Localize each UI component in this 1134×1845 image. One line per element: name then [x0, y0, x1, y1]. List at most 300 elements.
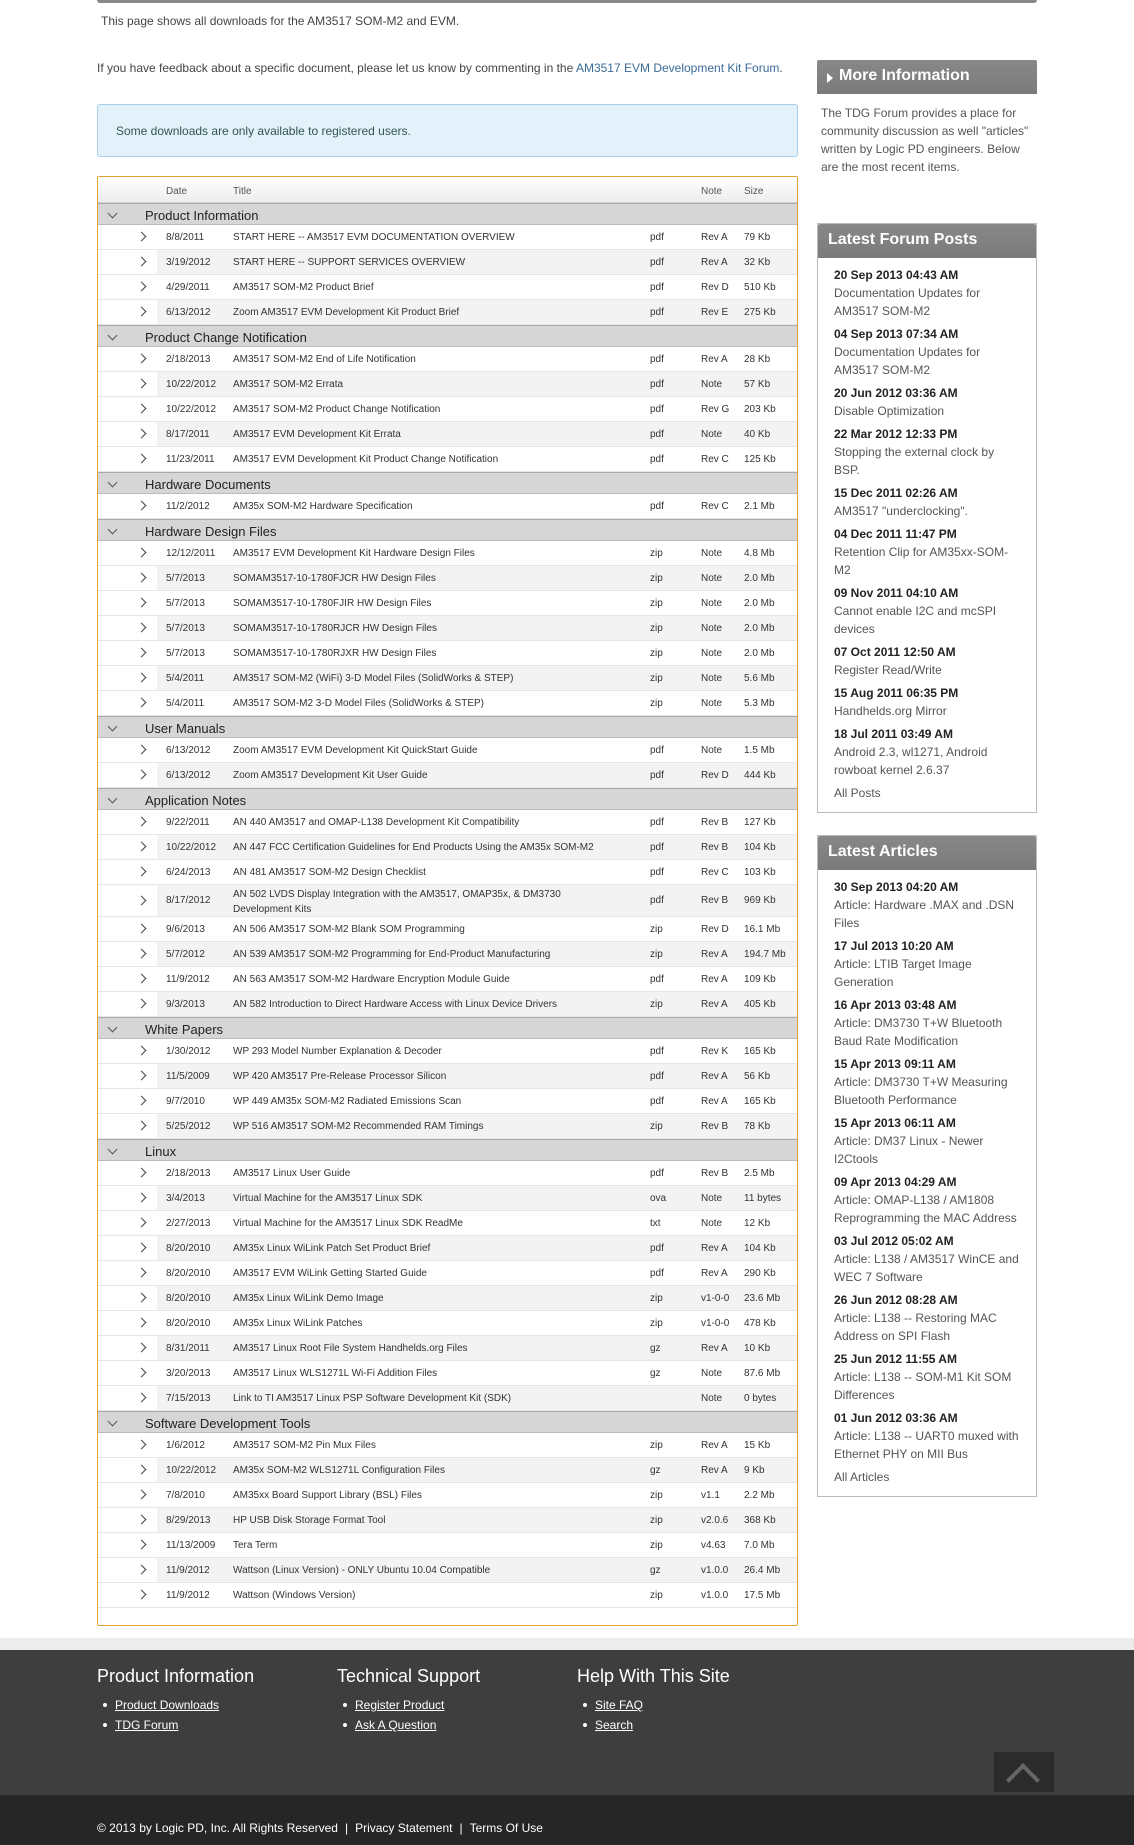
table-row[interactable] [98, 566, 797, 591]
row-title[interactable]: AN 506 AM3517 SOM-M2 Blank SOM Programming [233, 924, 465, 935]
table-row[interactable] [98, 1361, 797, 1386]
forum-posts-list [818, 258, 1036, 812]
row-note: Note [701, 1368, 723, 1379]
row-gutter [98, 250, 157, 274]
table-row[interactable] [98, 347, 797, 372]
tdg-forum-link[interactable]: TDG Forum [115, 1718, 179, 1732]
row-date: 10/22/2012 [166, 842, 217, 853]
item-title-link[interactable]: Documentation Updates for AM3517 SOM-M2 [834, 345, 981, 377]
table-row[interactable] [98, 1458, 797, 1483]
row-title[interactable]: AM3517 SOM-M2 Product Brief [233, 282, 374, 293]
row-date: 6/13/2012 [166, 307, 211, 318]
header-size[interactable]: Size [744, 186, 764, 197]
category-header[interactable] [98, 716, 797, 738]
list-item[interactable] [834, 525, 1020, 579]
table-row[interactable] [98, 397, 797, 422]
row-title[interactable]: Zoom AM3517 EVM Development Kit Product Brief [233, 307, 460, 318]
item-title-link[interactable]: Stopping the external clock by BSP. [834, 445, 995, 477]
row-note: Note [701, 623, 723, 634]
latest-forum-posts-title: Latest Forum Posts [818, 224, 1036, 258]
list-item[interactable] [834, 266, 1020, 320]
category-header[interactable] [98, 472, 797, 494]
row-date: 5/7/2012 [166, 949, 205, 960]
table-row[interactable] [98, 1161, 797, 1186]
category-header[interactable] [98, 203, 797, 225]
table-row[interactable] [98, 942, 797, 967]
row-title[interactable]: AM3517 Linux User Guide [233, 1168, 351, 1179]
table-row[interactable] [98, 1508, 797, 1533]
table-row[interactable] [98, 1236, 797, 1261]
table-row[interactable] [98, 300, 797, 325]
ask-a-question-link[interactable]: Ask A Question [355, 1718, 437, 1732]
item-title-link[interactable]: Article: DM3730 T+W Bluetooth Baud Rate Modification [834, 1016, 1003, 1048]
row-file-type: pdf [650, 1168, 664, 1179]
list-item[interactable] [834, 1055, 1020, 1109]
item-title-link[interactable]: Android 2.3, wl1271, Android rowboat kernel 2.6.37 [834, 745, 988, 777]
table-row[interactable] [98, 1039, 797, 1064]
row-size: 12 Kb [744, 1218, 771, 1229]
row-title[interactable]: SOMAM3517-10-1780RJXR HW Design Files [233, 648, 437, 659]
footer-link-item [115, 1715, 254, 1735]
row-gutter [98, 422, 157, 446]
row-file-type: gz [650, 1368, 661, 1379]
row-title[interactable]: AM3517 EVM Development Kit Errata [233, 429, 401, 440]
item-title-link[interactable]: Disable Optimization [834, 404, 945, 418]
list-item[interactable] [834, 937, 1020, 991]
table-row[interactable] [98, 1433, 797, 1458]
row-title[interactable]: HP USB Disk Storage Format Tool [233, 1515, 386, 1526]
table-row[interactable] [98, 885, 797, 917]
row-file-type: zip [650, 673, 663, 684]
item-date: 20 Jun 2012 03:36 AM [834, 386, 958, 400]
row-title[interactable]: AM3517 SOM-M2 3-D Model Files (SolidWorks & STEP) [233, 698, 484, 709]
row-gutter [98, 942, 157, 966]
table-row[interactable] [98, 1186, 797, 1211]
table-row[interactable] [98, 1583, 797, 1608]
row-gutter [98, 1386, 157, 1410]
row-title[interactable]: Wattson (Linux Version) - ONLY Ubuntu 10.04 Compatible [233, 1565, 491, 1576]
table-row[interactable] [98, 992, 797, 1017]
row-date: 8/20/2010 [166, 1268, 211, 1279]
list-item[interactable] [834, 643, 1020, 679]
row-size: 103 Kb [744, 867, 776, 878]
row-note: Rev C [701, 867, 729, 878]
table-row[interactable] [98, 1558, 797, 1583]
table-row[interactable] [98, 1064, 797, 1089]
item-title-link[interactable]: Article: DM3730 T+W Measuring Bluetooth Performance [834, 1075, 1008, 1107]
row-note: Rev A [701, 1343, 728, 1354]
row-size: 165 Kb [744, 1096, 776, 1107]
list-item[interactable] [834, 1173, 1020, 1227]
row-file-type: zip [650, 1490, 663, 1501]
row-title[interactable]: AM35xx Board Support Library (BSL) Files [233, 1490, 422, 1501]
table-row[interactable] [98, 494, 797, 519]
row-note: Rev A [701, 1096, 728, 1107]
row-file-type: zip [650, 1590, 663, 1601]
category-header[interactable] [98, 1139, 797, 1161]
row-title[interactable]: Tera Term [233, 1540, 278, 1551]
category-label: Product Information [145, 208, 259, 223]
row-file-type: pdf [650, 1243, 664, 1254]
row-note: Note [701, 1193, 723, 1204]
row-title[interactable]: AM3517 Linux WLS1271L Wi-Fi Addition Files [233, 1368, 438, 1379]
row-date: 8/17/2012 [166, 895, 211, 906]
table-row[interactable] [98, 810, 797, 835]
row-title[interactable]: AN 440 AM3517 and OMAP-L138 Development Kit Compatibility [233, 817, 520, 828]
row-title[interactable]: AN 582 Introduction to Direct Hardware Access with Linux Device Drivers [233, 999, 558, 1010]
item-date: 18 Jul 2011 03:49 AM [834, 727, 953, 741]
row-date: 9/22/2011 [166, 817, 210, 828]
row-title[interactable]: AN 563 AM3517 SOM-M2 Hardware Encryption Module Guide [233, 974, 510, 985]
row-gutter [98, 1039, 157, 1063]
list-item[interactable] [834, 1291, 1020, 1345]
row-title[interactable]: AN 539 AM3517 SOM-M2 Programming for End-Product Manufacturing [233, 949, 551, 960]
row-gutter [98, 541, 157, 565]
row-title[interactable]: AM35x Linux WiLink Patches [233, 1318, 363, 1329]
table-row[interactable] [98, 275, 797, 300]
row-title[interactable]: AM3517 SOM-M2 Pin Mux Files [233, 1440, 376, 1451]
row-note: Rev A [701, 1465, 728, 1476]
row-file-type: pdf [650, 454, 664, 465]
table-row[interactable] [98, 616, 797, 641]
row-gutter [98, 1186, 157, 1210]
category-header[interactable] [98, 325, 797, 347]
product-downloads-link[interactable]: Product Downloads [115, 1698, 220, 1712]
table-row[interactable] [98, 1286, 797, 1311]
table-row[interactable] [98, 738, 797, 763]
item-date: 16 Apr 2013 03:48 AM [834, 998, 957, 1012]
row-size: 109 Kb [744, 974, 776, 985]
row-size: 26.4 Mb [744, 1565, 781, 1576]
header-date[interactable]: Date [166, 186, 188, 197]
row-date: 5/4/2011 [166, 698, 205, 709]
row-gutter [98, 1508, 157, 1532]
all-posts-link[interactable]: All Posts [834, 786, 881, 800]
table-row[interactable] [98, 1533, 797, 1558]
header-note[interactable]: Note [701, 186, 723, 197]
table-row[interactable] [98, 447, 797, 472]
row-gutter [98, 1583, 157, 1607]
item-title-link[interactable]: Cannot enable I2C and mcSPI devices [834, 604, 997, 636]
row-file-type: zip [650, 949, 663, 960]
row-date: 1/6/2012 [166, 1440, 205, 1451]
category-header[interactable] [98, 519, 797, 541]
row-date: 7/15/2013 [166, 1393, 211, 1404]
row-gutter [98, 1336, 157, 1360]
row-title[interactable]: Link to TI AM3517 Linux PSP Software Development Kit (SDK) [233, 1393, 512, 1404]
row-title[interactable]: AM35x SOM-M2 Hardware Specification [233, 501, 413, 512]
item-title-link[interactable]: Article: L138 / AM3517 WinCE and WEC 7 Software [834, 1252, 1019, 1284]
row-size: 40 Kb [744, 429, 771, 440]
row-title[interactable]: AM35x SOM-M2 WLS1271L Configuration Files [233, 1465, 445, 1476]
row-gutter [98, 763, 157, 787]
row-title[interactable]: Zoom AM3517 EVM Development Kit QuickStart Guide [233, 745, 478, 756]
table-row[interactable] [98, 1211, 797, 1236]
item-title-link[interactable]: AM3517 "underclocking". [834, 504, 968, 518]
row-title[interactable]: SOMAM3517-10-1780FJCR HW Design Files [233, 573, 436, 584]
item-title-link[interactable]: Register Read/Write [834, 663, 942, 677]
item-title-link[interactable]: Handhelds.org Mirror [834, 704, 947, 718]
table-row[interactable] [98, 1089, 797, 1114]
table-row[interactable] [98, 666, 797, 691]
table-row[interactable] [98, 917, 797, 942]
row-size: 17.5 Mb [744, 1590, 781, 1601]
row-title[interactable]: AM3517 SOM-M2 Product Change Notification [233, 404, 441, 415]
header-title[interactable]: Title [233, 186, 252, 197]
site-faq-link[interactable]: Site FAQ [595, 1698, 644, 1712]
row-title[interactable]: WP 516 AM3517 SOM-M2 Recommended RAM Timings [233, 1121, 484, 1132]
list-item[interactable] [834, 425, 1020, 479]
row-date: 11/9/2012 [166, 974, 210, 985]
row-title[interactable]: AM3517 SOM-M2 (WiFi) 3-D Model Files (SolidWorks & STEP) [233, 673, 514, 684]
row-note: Rev A [701, 232, 728, 243]
row-date: 6/13/2012 [166, 745, 211, 756]
table-row[interactable] [98, 691, 797, 716]
search-link[interactable]: Search [595, 1718, 634, 1732]
row-file-type: pdf [650, 842, 664, 853]
row-size: 5.3 Mb [744, 698, 775, 709]
row-file-type: zip [650, 1318, 663, 1329]
row-title[interactable]: AM35x Linux WiLink Demo Image [233, 1293, 384, 1304]
row-date: 8/8/2011 [166, 232, 205, 243]
row-title[interactable]: START HERE -- AM3517 EVM DOCUMENTATION OVERVIEW [233, 232, 515, 243]
item-title-link[interactable]: Article: L138 -- Restoring MAC Address on SPI Flash [834, 1311, 997, 1343]
row-file-type: zip [650, 598, 663, 609]
row-date: 8/20/2010 [166, 1243, 211, 1254]
row-date: 8/20/2010 [166, 1318, 211, 1329]
table-row[interactable] [98, 1483, 797, 1508]
row-note: Rev C [701, 501, 729, 512]
row-title[interactable]: AM3517 EVM Development Kit Hardware Design Files [233, 548, 475, 559]
row-note: Rev B [701, 842, 729, 853]
row-title[interactable]: AM35x Linux WiLink Patch Set Product Brief [233, 1243, 431, 1254]
table-row[interactable] [98, 541, 797, 566]
row-file-type: ova [650, 1193, 667, 1204]
table-row[interactable] [98, 372, 797, 397]
list-item[interactable] [834, 484, 1020, 520]
table-row[interactable] [98, 967, 797, 992]
back-to-top-button[interactable] [994, 1752, 1054, 1792]
downloads-table [97, 176, 798, 1626]
row-date: 3/4/2013 [166, 1193, 205, 1204]
row-file-type: zip [650, 698, 663, 709]
row-note: v4.63 [701, 1540, 726, 1551]
row-title[interactable]: Wattson (Windows Version) [233, 1590, 356, 1601]
row-file-type: zip [650, 924, 663, 935]
row-file-type: zip [650, 999, 663, 1010]
row-date: 1/30/2012 [166, 1046, 211, 1057]
terms-of-use-link[interactable]: Terms Of Use [469, 1821, 543, 1835]
row-title[interactable]: AM3517 EVM Development Kit Product Change Notification [233, 454, 499, 465]
row-size: 23.6 Mb [744, 1293, 781, 1304]
row-title[interactable]: AN 447 FCC Certification Guidelines for End Products Using the AM35x SOM-M2 [233, 842, 594, 853]
row-title[interactable]: AM3517 EVM WiLink Getting Started Guide [233, 1268, 427, 1279]
row-size: 57 Kb [744, 379, 771, 390]
row-size: 5.6 Mb [744, 673, 775, 684]
row-title[interactable]: AM3517 SOM-M2 Errata [233, 379, 344, 390]
item-title-link[interactable]: Documentation Updates for AM3517 SOM-M2 [834, 286, 981, 318]
item-title-link[interactable]: Article: OMAP-L138 / AM1808 Reprogramming the MAC Address [834, 1193, 1017, 1225]
more-information-text: The TDG Forum provides a place for community discussion as well "articles" written by Logic PD engineers. Below are the most recent items. [821, 106, 1029, 174]
row-file-type: pdf [650, 1046, 664, 1057]
row-file-type: gz [650, 1343, 661, 1354]
intro-text: This page shows all downloads for the AM3517 SOM-M2 and EVM. [101, 14, 460, 28]
category-label: Linux [145, 1144, 177, 1159]
row-note: Rev B [701, 1168, 729, 1179]
row-title[interactable]: SOMAM3517-10-1780FJIR HW Design Files [233, 598, 432, 609]
row-file-type: pdf [650, 501, 664, 512]
row-file-type: pdf [650, 745, 664, 756]
row-size: 104 Kb [744, 1243, 776, 1254]
row-size: 78 Kb [744, 1121, 771, 1132]
row-title[interactable]: AM3517 Linux Root File System Handhelds.org Files [233, 1343, 468, 1354]
row-title[interactable]: SOMAM3517-10-1780RJCR HW Design Files [233, 623, 437, 634]
row-gutter [98, 860, 157, 884]
more-information-title[interactable]: More Information [817, 60, 1037, 94]
row-title[interactable]: START HERE -- SUPPORT SERVICES OVERVIEW [233, 257, 466, 268]
item-title-link[interactable]: Article: L138 -- SOM-M1 Kit SOM Differences [834, 1370, 1012, 1402]
footer-separator [0, 1638, 1134, 1650]
row-size: 203 Kb [744, 404, 776, 415]
row-note: Rev A [701, 949, 728, 960]
row-note: Rev D [701, 924, 729, 935]
footer-col-product-information [97, 1666, 254, 1735]
register-product-link[interactable]: Register Product [355, 1698, 445, 1712]
row-date: 10/22/2012 [166, 1465, 217, 1476]
category-header[interactable] [98, 788, 797, 810]
row-note: v1.0.0 [701, 1590, 729, 1601]
table-row[interactable] [98, 763, 797, 788]
row-size: 87.6 Mb [744, 1368, 781, 1379]
row-date: 5/7/2013 [166, 623, 205, 634]
item-date: 26 Jun 2012 08:28 AM [834, 1293, 958, 1307]
footer-col-technical-support [337, 1666, 480, 1735]
row-note: Rev A [701, 257, 728, 268]
row-date: 11/23/2011 [166, 454, 215, 465]
table-row[interactable] [98, 835, 797, 860]
item-title-link[interactable]: Retention Clip for AM35xx-SOM-M2 [834, 545, 1009, 577]
list-item[interactable] [834, 1114, 1020, 1168]
row-date: 10/22/2012 [166, 404, 217, 415]
row-title[interactable]: AN 502 LVDS Display Integration with the AM3517, OMAP35x, & DM3730 Development Kits [233, 889, 561, 915]
row-gutter [98, 225, 157, 249]
category-header[interactable] [98, 1017, 797, 1039]
row-gutter [98, 616, 157, 640]
list-item[interactable] [834, 684, 1020, 720]
list-item[interactable] [834, 878, 1020, 932]
row-size: 9 Kb [744, 1465, 765, 1476]
list-item[interactable] [834, 384, 1020, 420]
row-file-type: pdf [650, 770, 664, 781]
list-item[interactable] [834, 1409, 1020, 1463]
list-item[interactable] [834, 725, 1020, 779]
separator: | [344, 1821, 349, 1835]
list-item[interactable] [834, 1350, 1020, 1404]
table-row[interactable] [98, 422, 797, 447]
row-gutter [98, 447, 157, 471]
item-title-link[interactable]: Article: Hardware .MAX and .DSN Files [834, 898, 1015, 930]
row-title[interactable]: Virtual Machine for the AM3517 Linux SDK [233, 1193, 423, 1204]
table-row[interactable] [98, 1311, 797, 1336]
row-date: 8/17/2011 [166, 429, 210, 440]
table-row[interactable] [98, 860, 797, 885]
table-row[interactable] [98, 1386, 797, 1411]
table-row[interactable] [98, 250, 797, 275]
row-size: 28 Kb [744, 354, 771, 365]
category-header[interactable] [98, 1411, 797, 1433]
row-note: Rev G [701, 404, 730, 415]
row-date: 5/4/2011 [166, 673, 205, 684]
row-gutter [98, 1433, 157, 1457]
privacy-statement-link[interactable]: Privacy Statement [355, 1821, 453, 1835]
table-header [98, 177, 797, 203]
row-date: 8/31/2011 [166, 1343, 210, 1354]
item-title-link[interactable]: Article: L138 -- UART0 muxed with Ethernet PHY on MII Bus [834, 1429, 1019, 1461]
list-item[interactable] [834, 1232, 1020, 1286]
table-row[interactable] [98, 591, 797, 616]
row-note: Rev A [701, 1071, 728, 1082]
row-size: 2.0 Mb [744, 623, 775, 634]
row-title[interactable]: AM3517 SOM-M2 End of Life Notification [233, 354, 416, 365]
row-gutter [98, 641, 157, 665]
row-note: v1.1 [701, 1490, 720, 1501]
row-note: Note [701, 598, 723, 609]
row-file-type: pdf [650, 404, 664, 415]
row-title[interactable]: Virtual Machine for the AM3517 Linux SDK ReadMe [233, 1218, 463, 1229]
table-row[interactable] [98, 1261, 797, 1286]
row-file-type: zip [650, 623, 663, 634]
row-note: Rev A [701, 1440, 728, 1451]
table-row[interactable] [98, 1114, 797, 1139]
item-date: 25 Jun 2012 11:55 AM [834, 1352, 957, 1366]
row-title[interactable]: Zoom AM3517 Development Kit User Guide [233, 770, 428, 781]
separator: | [459, 1821, 463, 1835]
row-note: Rev A [701, 354, 728, 365]
all-articles-link[interactable]: All Articles [834, 1470, 890, 1484]
list-item[interactable] [834, 584, 1020, 638]
table-row[interactable] [98, 1336, 797, 1361]
forum-link[interactable]: AM3517 EVM Development Kit Forum [575, 61, 780, 75]
row-gutter [98, 1064, 157, 1088]
row-note: Rev B [701, 895, 729, 906]
row-size: 125 Kb [744, 454, 776, 465]
item-date: 15 Dec 2011 02:26 AM [834, 486, 958, 500]
row-title[interactable]: AN 481 AM3517 SOM-M2 Design Checklist [233, 867, 426, 878]
row-date: 11/9/2012 [166, 1565, 210, 1576]
footer-col-help [577, 1666, 730, 1735]
row-gutter [98, 917, 157, 941]
table-row[interactable] [98, 641, 797, 666]
row-title[interactable]: WP 449 AM35x SOM-M2 Radiated Emissions Scan [233, 1096, 462, 1107]
table-row[interactable] [98, 225, 797, 250]
list-item[interactable] [834, 325, 1020, 379]
category-label: Software Development Tools [145, 1416, 311, 1431]
list-item[interactable] [834, 996, 1020, 1050]
row-title[interactable]: WP 420 AM3517 Pre-Release Processor Silicon [233, 1071, 447, 1082]
footer-link-item [115, 1695, 254, 1715]
row-gutter [98, 1114, 157, 1138]
item-date: 30 Sep 2013 04:20 AM [834, 880, 959, 894]
item-title-link[interactable]: Article: LTIB Target Image Generation [834, 957, 972, 989]
row-file-type: zip [650, 1293, 663, 1304]
row-note: v1-0-0 [701, 1293, 730, 1304]
item-title-link[interactable]: Article: DM37 Linux - Newer I2Ctools [834, 1134, 984, 1166]
row-title[interactable]: WP 293 Model Number Explanation & Decoder [233, 1046, 442, 1057]
row-file-type: txt [650, 1218, 661, 1229]
row-note: Note [701, 673, 723, 684]
row-gutter [98, 666, 157, 690]
category-label: User Manuals [145, 721, 226, 736]
